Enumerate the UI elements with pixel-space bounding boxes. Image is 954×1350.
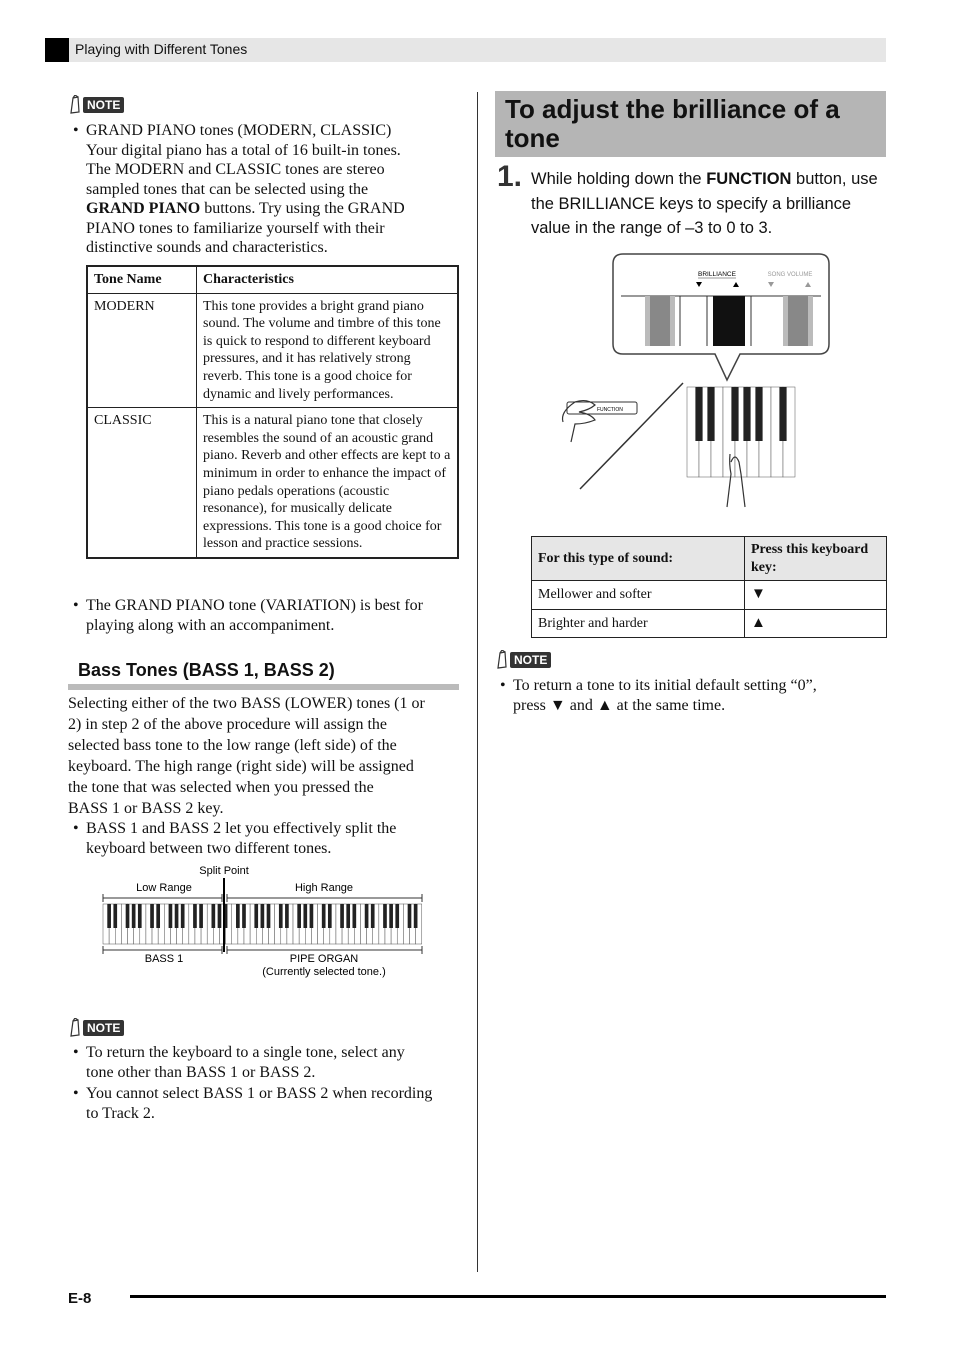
black-key — [138, 904, 142, 928]
black-key — [695, 387, 702, 441]
high-range-label: High Range — [294, 882, 354, 894]
black-key — [352, 904, 356, 928]
step-text — [531, 167, 881, 241]
black-key — [242, 904, 246, 928]
para-line: the tone that was selected when you pressed the — [68, 779, 374, 796]
black-key — [199, 904, 203, 928]
black-key — [297, 904, 301, 928]
keyboard-keys — [103, 904, 422, 944]
bullet-line: to Track 2. — [86, 1104, 155, 1122]
black-key — [389, 904, 393, 928]
table-header-row — [532, 537, 887, 581]
para-line: keyboard. The high range (right side) will be assigned — [68, 758, 414, 775]
black-key — [310, 904, 314, 928]
main-heading — [495, 91, 886, 157]
para-line: Selecting either of the two BASS (LOWER) tones (1 or — [68, 695, 425, 712]
heading-line: To adjust the brilliance of a — [505, 94, 840, 124]
bass-bullet: • BASS 1 and BASS 2 let you effectively split the keyboard between two different tones. — [86, 819, 466, 858]
black-key — [236, 904, 240, 928]
note-label: NOTE — [510, 652, 551, 668]
tone-desc: This tone provides a bright grand piano sound. The volume and timbre of this tone is quick to respond to different keyboard pressures, and it has relatively strong reverb. This tone is a good choice for dynamic and lively performances. — [197, 293, 459, 408]
black-key — [322, 904, 326, 928]
key-highlight — [713, 296, 745, 346]
song-volume-label: SONG VOLUME — [767, 272, 813, 278]
header-block — [45, 38, 69, 62]
heading-line: tone — [505, 123, 560, 153]
table-header: Tone Name — [87, 266, 197, 293]
pencil-icon — [68, 95, 82, 115]
black-key — [303, 904, 307, 928]
note-badge — [495, 650, 551, 670]
black-key — [707, 387, 714, 441]
black-key — [175, 904, 179, 928]
black-key — [328, 904, 332, 928]
bullet-line: PIANO tones to familiarize yourself with their — [86, 219, 385, 237]
tone-table — [86, 265, 459, 559]
black-key — [408, 904, 412, 928]
black-key — [371, 904, 375, 928]
bullet-line: sampled tones that can be selected using the — [86, 180, 369, 198]
black-key — [383, 904, 387, 928]
sound-type: Mellower and softer — [532, 581, 745, 610]
bullet-line: playing along with an accompaniment. — [86, 616, 335, 634]
black-key — [755, 387, 762, 441]
black-key — [779, 387, 786, 441]
bullet-line: The GRAND PIANO tone (VARIATION) is best for — [86, 597, 423, 614]
black-key — [340, 904, 344, 928]
tone-name: MODERN — [87, 293, 197, 408]
key-arrow: ▲ — [745, 609, 887, 638]
tone-name: CLASSIC — [87, 408, 197, 558]
bullet-line: Your digital piano has a total of 16 built-in tones. — [86, 141, 401, 159]
heading-rule — [68, 684, 459, 690]
black-key — [731, 387, 738, 441]
heading-text — [505, 95, 875, 153]
note-bullet: • To return a tone to its initial default setting “0”, press ▼ and ▲ at the same time. — [513, 676, 883, 715]
brilliance-label: BRILLIANCE — [698, 271, 736, 278]
black-key — [279, 904, 283, 928]
split-keyboard-figure — [96, 860, 431, 985]
pipe-organ-label: PIPE ORGAN — [289, 953, 359, 965]
para-line: 2) in step 2 of the above procedure will assign the — [68, 716, 388, 733]
black-key — [267, 904, 271, 928]
bullet-line: tone other than BASS 1 or BASS 2. — [86, 1063, 316, 1081]
variation-bullet: • The GRAND PIANO tone (VARIATION) is best for playing along with an accompaniment. — [86, 596, 466, 635]
sound-type: Brighter and harder — [532, 609, 745, 638]
bullet-line: keyboard between two different tones. — [86, 839, 332, 857]
bass1-label: BASS 1 — [144, 953, 184, 965]
bass-heading: Bass Tones (BASS 1, BASS 2) — [78, 660, 335, 680]
split-point-label: Split Point — [199, 865, 249, 877]
step-number: 1. — [497, 160, 523, 193]
black-key — [150, 904, 154, 928]
bullet-line: To return the keyboard to a single tone, select any — [86, 1044, 405, 1061]
function-label: FUNCTION — [597, 407, 623, 413]
note-bullet: • To return the keyboard to a single tone, select any tone other than BASS 1 or BASS 2. — [86, 1043, 466, 1082]
black-key — [212, 904, 216, 928]
bass-paragraph — [68, 693, 463, 819]
black-key — [218, 904, 222, 928]
black-key — [346, 904, 350, 928]
step-text-part: button, use the BRILLIANCE keys to specify a brilliance value in the range of –3 to 0 to 3. — [531, 170, 878, 237]
page-number: E-8 — [68, 1290, 92, 1307]
table-header: Characteristics — [197, 266, 459, 293]
black-key — [107, 904, 111, 928]
bullet-line: BASS 1 and BASS 2 let you effectively split the — [86, 820, 397, 837]
black-key — [365, 904, 369, 928]
black-key — [193, 904, 197, 928]
table-header-row — [87, 266, 458, 293]
para-line: selected bass tone to the low range (left side) of the — [68, 737, 397, 754]
note-label: NOTE — [83, 97, 124, 113]
black-key — [743, 387, 750, 441]
bullet-line: distinctive sounds and characteristics. — [86, 239, 328, 256]
black-key — [395, 904, 399, 928]
table-header: For this type of sound: — [532, 537, 745, 581]
black-key — [132, 904, 136, 928]
pencil-icon — [495, 650, 509, 670]
black-key — [156, 904, 160, 928]
black-key — [414, 904, 418, 928]
note-badge — [68, 95, 124, 115]
bullet-line: To return a tone to its initial default setting “0”, — [513, 677, 817, 694]
black-key — [254, 904, 258, 928]
note-bullet: • You cannot select BASS 1 or BASS 2 when recording to Track 2. — [86, 1084, 466, 1123]
black-key — [169, 904, 173, 928]
brilliance-illustration — [555, 252, 845, 514]
table-row — [532, 581, 887, 610]
black-key — [285, 904, 289, 928]
pencil-icon — [68, 1018, 82, 1038]
table-header: Press this keyboard key: — [745, 537, 887, 581]
para-line: BASS 1 or BASS 2 key. — [68, 800, 224, 817]
bullet-line — [86, 199, 466, 219]
bullet-line: You cannot select BASS 1 or BASS 2 when recording — [86, 1085, 433, 1102]
step-text-part: While holding down the — [531, 170, 707, 188]
table-row — [532, 609, 887, 638]
note-label: NOTE — [83, 1020, 124, 1036]
key-arrow: ▼ — [745, 581, 887, 610]
keyboard-keys — [687, 387, 795, 477]
function-term: FUNCTION — [706, 170, 792, 188]
black-key — [261, 904, 265, 928]
sound-table — [531, 536, 887, 638]
black-key — [113, 904, 117, 928]
note-badge — [68, 1018, 124, 1038]
pointer-line — [580, 383, 683, 489]
footer-rule — [130, 1295, 886, 1298]
tone-desc: This is a natural piano tone that closely resembles the sound of an acoustic grand piano. Reverb and other effects are kept to a minimum in order to enhance the impact of piano pedals operations (acoustic resonance), for musically delicate expressions. This tone is a good choice for lesson and practice sessions. — [197, 408, 459, 558]
section-title: Playing with Different Tones — [75, 41, 248, 57]
black-key — [126, 904, 130, 928]
bullet-line: The MODERN and CLASSIC tones are stereo — [86, 161, 385, 178]
bullet-text: buttons. Try using the GRAND — [200, 200, 405, 217]
low-range-label: Low Range — [136, 882, 192, 894]
black-key — [181, 904, 185, 928]
table-row — [87, 293, 458, 408]
column-divider — [477, 92, 478, 1272]
bold-term: GRAND PIANO — [86, 200, 201, 217]
grand-piano-bullet: • GRAND PIANO tones (MODERN, CLASSIC) Your digital piano has a total of 16 built-in tones. The MODERN and CLASSIC tones are stereo sampled tones that can be selected using the GRAND PIANO buttons. Try using the GRAND PIANO tones to familiarize yourself with their distinctive sounds and characteristics. — [86, 121, 466, 258]
table-row — [87, 408, 458, 558]
selected-tone-note: (Currently selected tone.) — [262, 966, 386, 978]
bullet-line: press ▼ and ▲ at the same time. — [513, 696, 726, 714]
bullet-line: GRAND PIANO tones (MODERN, CLASSIC) — [86, 122, 392, 139]
